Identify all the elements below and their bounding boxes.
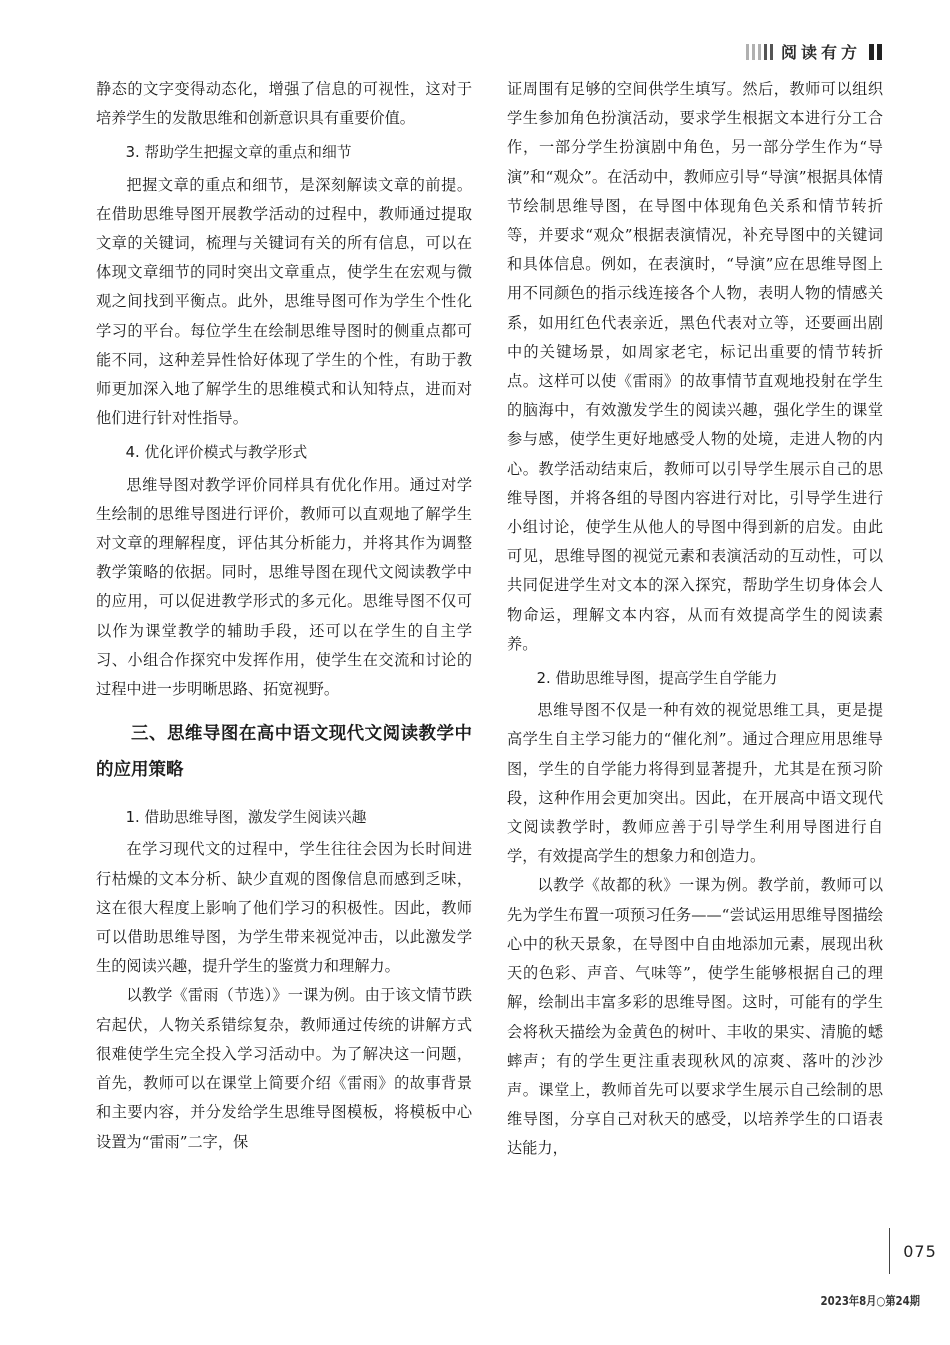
- paragraph: 以教学《故都的秋》一课为例。教学前，教师可以先为学生布置一项预习任务——“尝试运用思维导图描绘心中的秋天景象，在导图中自由地添加元素，展现出秋天的色彩、声音、气味等”，使学生能够根据自己的理解，绘制出丰富多彩的思维导图。这时，可能有的学生会将秋天描绘为金黄色的树叶、丰收的果实、清脆的蟋蟀声；有的学生更注重表现秋风的凉爽、落叶的沙沙声。课堂上，教师首先可以要求学生展示自己绘制的思维导图，分享自己对秋天的感受，以培养学生的口语表达能力，: [507, 876, 883, 1158]
- issue-info: 2023年8月○第24期: [820, 1294, 920, 1308]
- paragraph: 思维导图不仅是一种有效的视觉思维工具，更是提高学生自主学习能力的“催化剂”。通过合理应用思维导图，学生的自学能力将得到显著提升，尤其是在预习阶段，这种作用会更加突出。因此，在开展高中语文现代文阅读教学时，教师应善于引导学生利用导图进行自学，有效提高学生的想象力和创造力。: [507, 701, 883, 866]
- page-number: 075: [903, 1241, 937, 1261]
- paragraph: 在学习现代文的过程中，学生往往会因为长时间进行枯燥的文本分析、缺少直观的图像信息而感到乏味，这在很大程度上影响了他们学习的积极性。因此，教师可以借助思维导图，为学生带来视觉冲击，以此激发学生的阅读兴趣，提升学生的鉴赏力和理解力。: [96, 840, 472, 976]
- paragraph: 以教学《雷雨（节选）》一课为例。由于该文情节跌宕起伏，人物关系错综复杂，教师通过传统的讲解方式很难使学生完全投入学习活动中。为了解决这一问题，首先，教师可以在课堂上简要介绍《雷雨》的故事背景和主要内容，并分发给学生思维导图模板，将模板中心设置为“雷雨”二字，保: [96, 986, 472, 1151]
- left-column: [96, 75, 472, 1157]
- paragraph: 把握文章的重点和细节，是深刻解读文章的前提。在借助思维导图开展教学活动的过程中，教师通过提取文章的关键词，梳理与关键词有关的所有信息，可以在体现文章细节的同时突出文章重点，使学生在宏观与微观之间找到平衡点。此外，思维导图可作为学生个性化学习的平台。每位学生在绘制思维导图时的侧重点都可能不同，这种差异性恰好体现了学生的个性，有助于教师更加深入地了解学生的思维模式和认知特点，进而对他们进行针对性指导。: [96, 175, 472, 428]
- paragraph: 静态的文字变得动态化，增强了信息的可视性，这对于培养学生的发散思维和创新意识具有重要价值。: [96, 80, 472, 128]
- header-decoration-bars: [746, 44, 773, 60]
- subheading: 2. 借助思维导图，提高学生自学能力: [536, 670, 778, 688]
- paragraph: 思维导图对教学评价同样具有优化作用。通过对学生绘制的思维导图进行评价，教师可以直观地了解学生对文章的理解程度，评估其分析能力，并将其作为调整教学策略的依据。同时，思维导图在现代文阅读教学中的应用，可以促进教学形式的多元化。思维导图不仅可以作为课堂教学的辅助手段，还可以在学生的自主学习、小组合作探究中发挥作用，使学生在交流和讨论的过程中进一步明晰思路、拓宽视野。: [96, 475, 472, 699]
- running-header: [746, 40, 882, 63]
- header-end-bars: [869, 44, 882, 60]
- paragraph: 证周围有足够的空间供学生填写。然后，教师可以组织学生参加角色扮演活动，要求学生根据文本进行分工合作，一部分学生扮演剧中角色，另一部分学生作为“导演”和“观众”。在活动中，教师应引导“导演”根据具体情节绘制思维导图，在导图中体现角色关系和情节转折等，并要求“观众”根据表演情况，补充导图中的关键词和具体信息。例如，在表演时，“导演”应在思维导图上用不同颜色的指示线连接各个人物，表明人物的情感关系，如用红色代表亲近，黑色代表对立等，还要画出剧中的关键场景，如周家老宅，标记出重要的情节转折点。这样可以使《雷雨》的故事情节直观地投射在学生的脑海中，有效激发学生的阅读兴趣，强化学生的课堂参与感，使学生更好地感受人物的处境，走进人物的内心。教学活动结束后，教师可以引导学生展示自己的思维导图，并将各组的导图内容进行对比，引导学生进行小组讨论，使学生从他人的导图中得到新的启发。由此可见，思维导图的视觉元素和表演活动的互动性，可以共同促进学生对文本的深入探究，帮助学生切身体会人物命运，理解文本内容，从而有效提高学生的阅读素养。: [507, 80, 883, 653]
- subheading: 3. 帮助学生把握文章的重点和细节: [125, 144, 352, 162]
- right-column: [507, 75, 883, 1164]
- subheading: 4. 优化评价模式与教学形式: [125, 444, 308, 462]
- subheading: 1. 借助思维导图，激发学生阅读兴趣: [125, 809, 367, 827]
- section-title: 阅读有方: [780, 43, 861, 62]
- page-number-box: [889, 1228, 950, 1274]
- section-heading: 三、思维导图在高中语文现代文阅读教学中的应用策略: [96, 724, 472, 781]
